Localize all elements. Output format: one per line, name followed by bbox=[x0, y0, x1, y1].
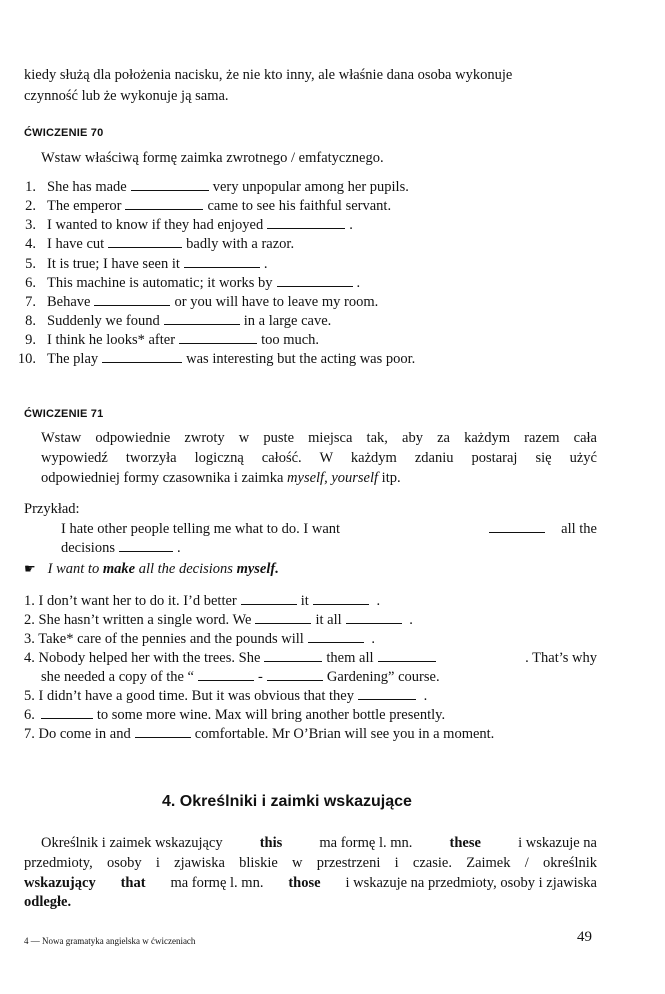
blank-field[interactable] bbox=[378, 649, 436, 662]
list-item: 5. I didn’t have a good time. But it was obvious that they . bbox=[24, 688, 428, 704]
list-item: I think he looks* after too much. bbox=[47, 332, 320, 348]
example-answer: ☛ I want to make all the decisions myself. bbox=[24, 561, 279, 577]
blank-field[interactable] bbox=[102, 350, 182, 363]
list-item: Behave or you will have to leave my room. bbox=[47, 294, 379, 310]
item-number: 5. bbox=[25, 256, 36, 272]
list-item: 2. She hasn’t written a single word. We it all . bbox=[24, 612, 413, 628]
blank-field[interactable] bbox=[119, 539, 173, 552]
blank-field[interactable] bbox=[255, 611, 311, 624]
blank-field[interactable] bbox=[108, 235, 182, 248]
blank-field[interactable] bbox=[41, 706, 93, 719]
blank-field[interactable] bbox=[489, 520, 545, 533]
list-item: I wanted to know if they had enjoyed . bbox=[47, 217, 353, 233]
list-item: 3. Take* care of the pennies and the pounds will . bbox=[24, 631, 376, 647]
list-item: It is true; I have seen it . bbox=[47, 256, 268, 272]
exercise-70-instruction: Wstaw właściwą formę zaimka zwrotnego / emfatycznego. bbox=[41, 150, 384, 166]
exercise-71-instruction-1: Wstaw odpowiednie zwroty w puste miejsca tak, aby za każdym razem cała bbox=[41, 430, 597, 446]
item-number: 2. bbox=[25, 198, 36, 214]
exercise-71-instruction-3: odpowiedniej formy czasownika i zaimka myself, yourself itp. bbox=[41, 470, 401, 486]
blank-field[interactable] bbox=[313, 592, 369, 605]
list-item: 4. Nobody helped her with the trees. She them all . That’s why bbox=[24, 650, 597, 666]
blank-field[interactable] bbox=[264, 649, 322, 662]
list-item: I have cut badly with a razor. bbox=[47, 236, 295, 252]
intro-line-1: kiedy służą dla położenia nacisku, że nie kto inny, ale właśnie dana osoba wykonuje bbox=[24, 67, 513, 83]
example-label: Przykład: bbox=[24, 501, 80, 517]
example-line-1: I hate other people telling me what to do. I want all the bbox=[61, 521, 597, 537]
item-number: 8. bbox=[25, 313, 36, 329]
blank-field[interactable] bbox=[358, 687, 416, 700]
section-paragraph-line-4: odległe. bbox=[24, 894, 72, 910]
blank-field[interactable] bbox=[131, 178, 209, 191]
intro-line-2: czynność lub że wykonuje ją sama. bbox=[24, 88, 229, 104]
list-item: The emperor came to see his faithful servant. bbox=[47, 198, 392, 214]
section-title: 4. Określniki i zaimki wskazujące bbox=[162, 793, 412, 810]
item-number: 10. bbox=[17, 351, 36, 367]
item-number: 6. bbox=[25, 275, 36, 291]
blank-field[interactable] bbox=[267, 668, 323, 681]
item-number: 7. bbox=[25, 294, 36, 310]
blank-field[interactable] bbox=[308, 630, 364, 643]
blank-field[interactable] bbox=[277, 274, 353, 287]
blank-field[interactable] bbox=[241, 592, 297, 605]
blank-field[interactable] bbox=[135, 725, 191, 738]
blank-field[interactable] bbox=[346, 611, 402, 624]
pointing-hand-icon: ☛ bbox=[24, 561, 36, 576]
section-paragraph-line-1: Określnik i zaimek wskazujący this ma formę l. mn. these i wskazuje na bbox=[41, 835, 597, 851]
exercise-70-heading: ĆWICZENIE 70 bbox=[24, 127, 104, 139]
blank-field[interactable] bbox=[267, 216, 345, 229]
page-number: 49 bbox=[577, 929, 592, 945]
list-item: She has made very unpopular among her pupils. bbox=[47, 179, 409, 195]
list-item: Suddenly we found in a large cave. bbox=[47, 313, 332, 329]
exercise-71-instruction-2: wypowiedź tworzyła logiczną całość. W każdym zdaniu postaraj się użyć bbox=[41, 450, 597, 466]
list-item: 1. I don’t want her to do it. I’d better it . bbox=[24, 593, 381, 609]
section-paragraph-line-2: przedmioty, osoby i zjawiska bliskie w przestrzeni i czasie. Zaimek / określnik bbox=[24, 855, 597, 871]
blank-field[interactable] bbox=[94, 293, 170, 306]
exercise-71-heading: ĆWICZENIE 71 bbox=[24, 408, 104, 420]
item-number: 9. bbox=[25, 332, 36, 348]
footer-book-title: 4 — Nowa gramatyka angielska w ćwiczeniach bbox=[24, 936, 196, 946]
list-item: 6. to some more wine. Max will bring another bottle presently. bbox=[24, 707, 446, 723]
blank-field[interactable] bbox=[198, 668, 254, 681]
blank-field[interactable] bbox=[179, 331, 257, 344]
item-number: 3. bbox=[25, 217, 36, 233]
item-number: 4. bbox=[25, 236, 36, 252]
section-paragraph-line-3: wskazujący that ma formę l. mn. those i wskazuje na przedmioty, osoby i zjawiska bbox=[24, 875, 597, 891]
blank-field[interactable] bbox=[184, 255, 260, 268]
blank-field[interactable] bbox=[125, 197, 203, 210]
item-number: 1. bbox=[25, 179, 36, 195]
list-item: 7. Do come in and comfortable. Mr O’Brian will see you in a moment. bbox=[24, 726, 495, 742]
list-item: This machine is automatic; it works by . bbox=[47, 275, 361, 291]
example-line-2: decisions . bbox=[61, 540, 181, 556]
list-item-continuation: she needed a copy of the “ - Gardening” course. bbox=[41, 669, 440, 685]
list-item: The play was interesting but the acting was poor. bbox=[47, 351, 416, 367]
blank-field[interactable] bbox=[164, 312, 240, 325]
